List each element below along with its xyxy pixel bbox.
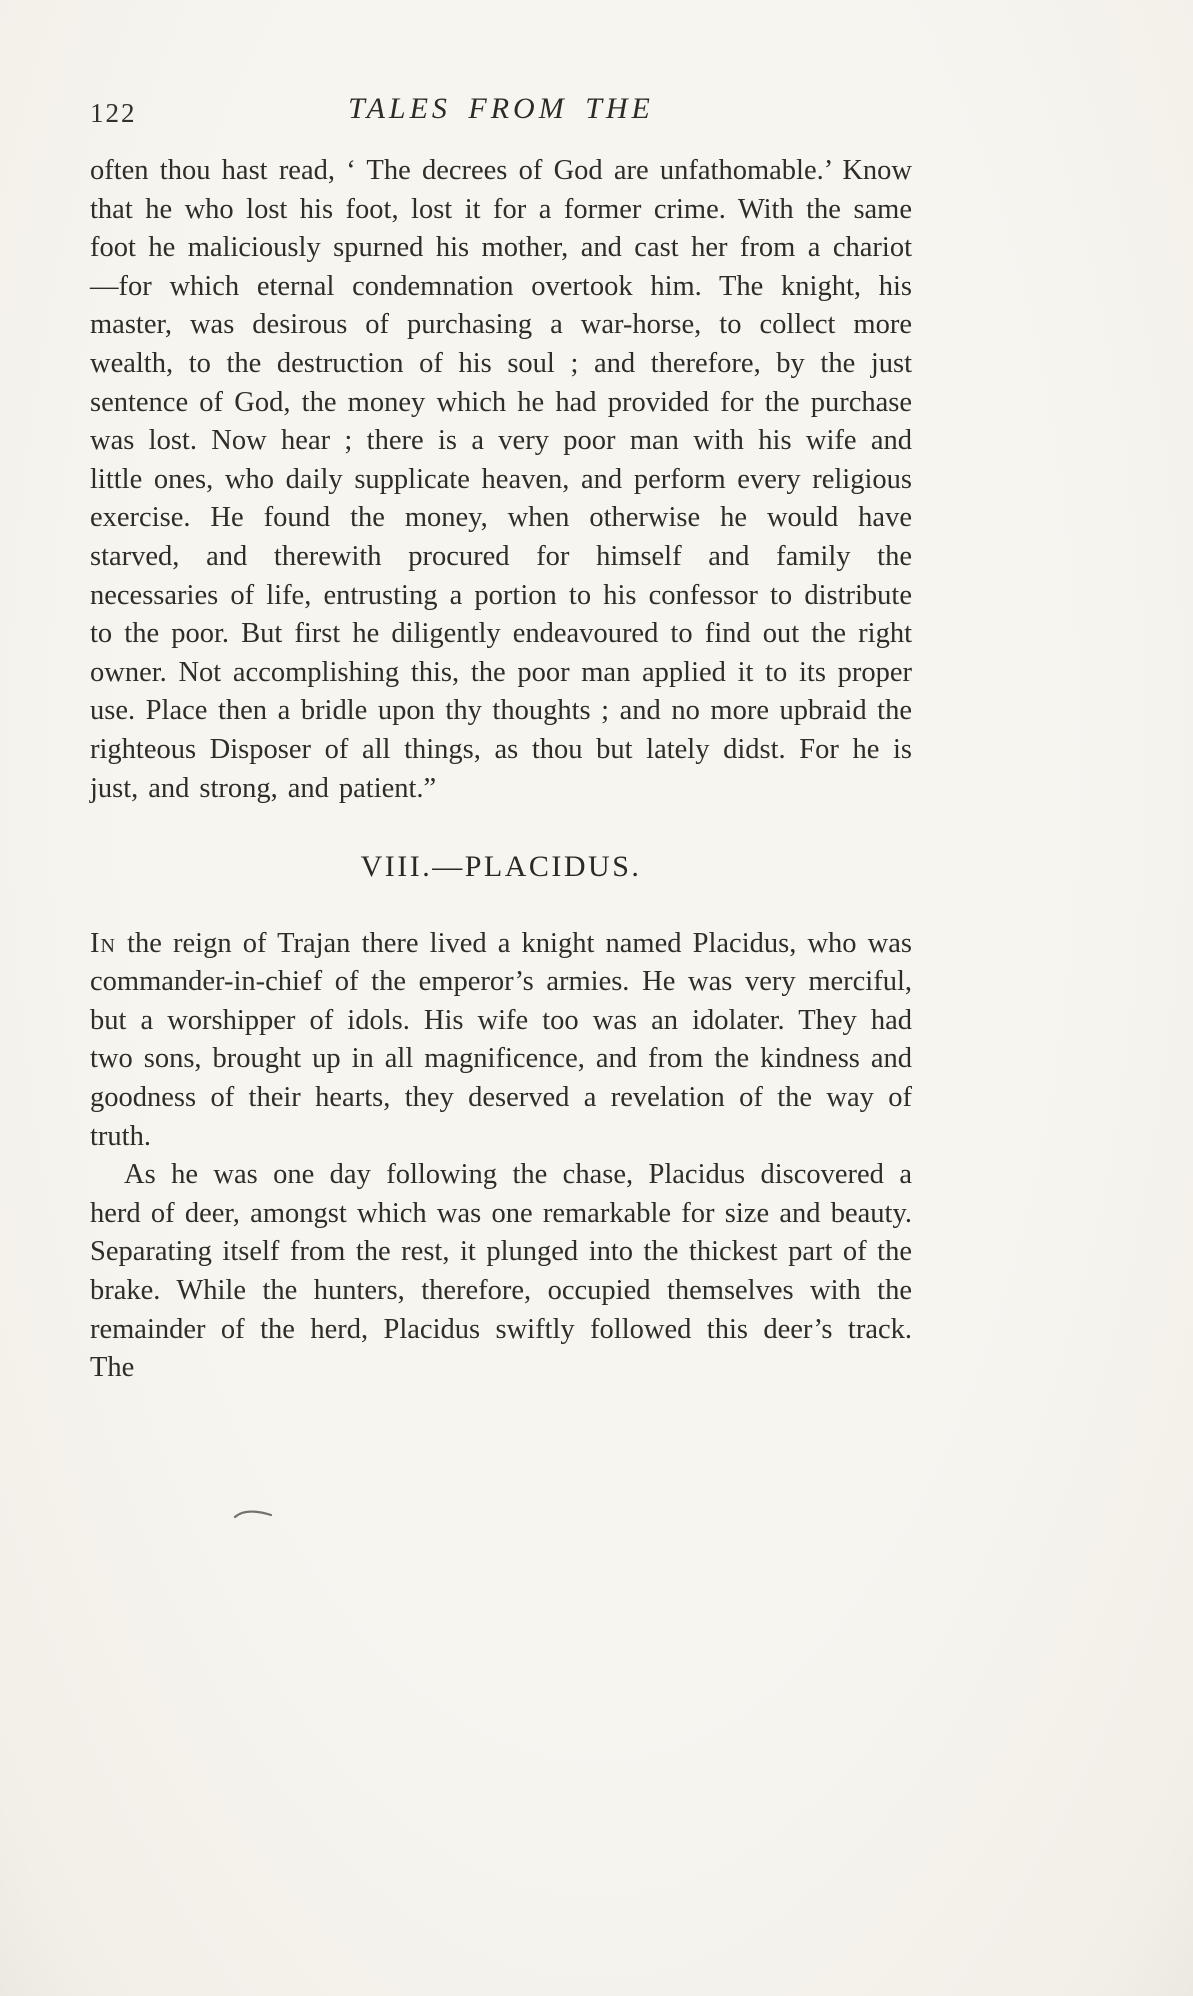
paragraph-placidus-intro xyxy=(90,925,912,1157)
paragraph-continuation: often thou hast read, ‘ The decrees of God are unfathomable.’ Know that he who lost his foot, lost it for a former crime. With the same foot he maliciously spurned his mother, and cast her from a chariot—for which eternal condemnation overtook him. The knight, his master, was desirous of purchasing a war-horse, to collect more wealth, to the destruction of his soul ; and therefore, by the just sentence of God, the money which he had provided for the purchase was lost. Now hear ; there is a very poor man with his wife and little ones, who daily supplicate heaven, and perform every religious exercise. He found the money, when otherwise he would have starved, and therewith procured for himself and family the necessaries of life, entrusting a portion to his confessor to distribute to the poor. But first he diligently endeavoured to find out the right owner. Not accomplishing this, the poor man applied it to its proper use. Place then a bridle upon thy thoughts ; and no more upbraid the righteous Disposer of all things, as thou but lately didst. For he is just, and strong, and patient.” xyxy=(90,155,912,804)
paragraph-lead-smallcaps: In xyxy=(90,927,116,959)
running-header-title: TALES FROM THE xyxy=(348,92,654,125)
text-block xyxy=(90,152,912,1388)
section-heading: VIII.—PLACIDUS. xyxy=(360,850,642,884)
ink-smudge-mark xyxy=(232,1506,274,1524)
page-number: 122 xyxy=(90,98,137,128)
page-header xyxy=(90,92,912,134)
paragraph-chase: As he was one day following the chase, Placidus discovered a herd of deer, amongst which was one remarkable for size and beauty. Separating itself from the rest, it plunged into the thickest part of the brake. While the hunters, therefore, occupied themselves with the remainder of the herd, Placidus swiftly followed this deer’s track. The xyxy=(90,1159,912,1384)
paragraph-placidus-intro-text: the reign of Trajan there lived a knight named Placidus, who was commander-in-chief of the emperor’s armies. He was very merciful, but a worshipper of idols. His wife too was an idolater. They had two sons, brought up in all magnificence, and from the kindness and goodness of their hearts, they deserved a revelation of the way of truth. xyxy=(90,927,912,1152)
